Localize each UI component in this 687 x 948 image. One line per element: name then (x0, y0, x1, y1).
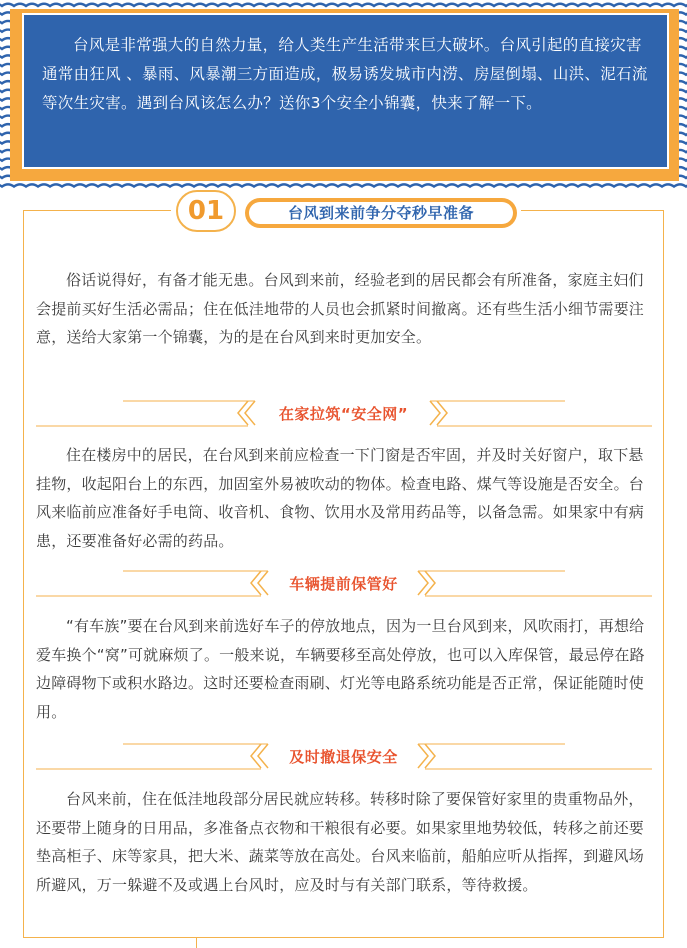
section-title: 台风到来前争分夺秒早准备 (287, 204, 474, 222)
frame-corner-mark (196, 938, 208, 948)
section-number-badge: 01 (176, 190, 236, 232)
tip-header-2 (0, 563, 687, 603)
intro-card (22, 13, 669, 169)
tip-title-2: 车辆提前保管好 (289, 575, 398, 593)
tip-text-2: “有车族”要在台风到来前选好车子的停放地点，因为一旦台风到来，风吹雨打，再想给爱车换个“窝”可就麻烦了。一般来说，车辆要移至高处停放，也可以入库保管，最忌停在路边障碍物下或积水路边。这时还要检查雨刷、灯光等电路系统功能是否正常，保证能随时使用。 (36, 617, 645, 721)
section-lead-paragraph: 俗话说得好，有备才能无患。台风到来前，经验老到的居民都会有所准备，家庭主妇们会提前买好生活必需品；住在低洼地带的人员也会抓紧时间撤离。还有些生活小细节需要注意，送给大家第一个锦囊，为的是在台风到来时更加安全。 (36, 271, 645, 346)
tip-header-1 (0, 393, 687, 433)
tip-header-3 (0, 736, 687, 776)
tip-title-3: 及时撤退保安全 (289, 748, 398, 766)
tip-text-3: 台风来前，住在低洼地段部分居民就应转移。转移时除了要保管好家里的贵重物品外，还要带上随身的日用品，多准备点衣物和干粮很有必要。如果家里地势较低，转移之前还要垫高柜子、床等家具，把大米、蔬菜等放在高处。台风来临前，船舶应听从指挥，到避风场所避风，万一躲避不及或遇上台风时，应及时与有关部门联系，等待救援。 (36, 790, 645, 894)
tip-title-1: 在家拉筑“安全网” (278, 405, 409, 423)
intro-text: 台风是非常强大的自然力量，给人类生产生活带来巨大破坏。台风引起的直接灾害通常由狂风 、暴雨、风暴潮三方面造成，极易诱发城市内涝、房屋倒塌、山洪、泥石流等次生灾害。遇到台风该怎么办？送你3个安全小锦囊，快来了解一下。 (42, 36, 648, 112)
tip-text-1: 住在楼房中的居民，在台风到来前应检查一下门窗是否牢固，并及时关好窗户，取下悬挂物，收起阳台上的东西，加固室外易被吹动的物体。检查电路、煤气等设施是否安全。台风来临前应准备好手电筒、收音机、食物、饮用水及常用药品等，以备急需。如果家中有病患，还要准备好必需的药品。 (36, 446, 645, 550)
